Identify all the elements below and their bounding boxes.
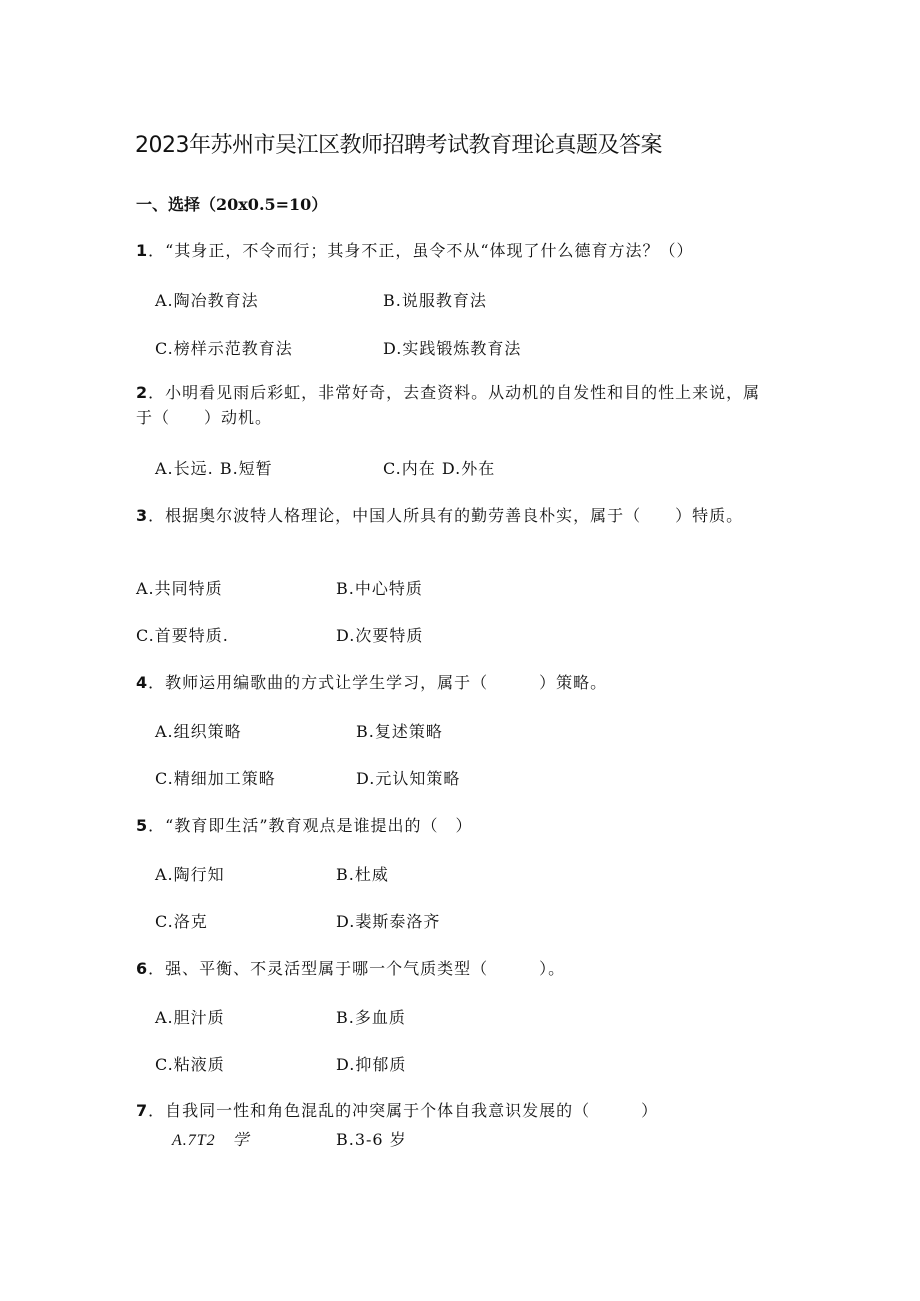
option-b: B.多血质 xyxy=(336,1008,406,1027)
question-5 xyxy=(136,813,473,838)
option-d: D.次要特质 xyxy=(336,626,424,645)
question-7 xyxy=(136,1098,658,1123)
question-2 xyxy=(136,380,761,430)
question-1 xyxy=(136,238,776,263)
question-number: 7 xyxy=(136,1101,149,1120)
option-b: B.杜威 xyxy=(336,865,389,884)
question-text: ．“其身正，不令而行；其身不正，虽令不从“体现了什么德育方法？（） xyxy=(148,241,694,260)
option-a: A.组织策略 xyxy=(155,722,242,741)
option-b: B.3-6 岁 xyxy=(336,1130,407,1149)
question-text: ．根据奥尔波特人格理论，中国人所具有的勤劳善良朴实，属于（ ）特质。 xyxy=(148,506,744,525)
option-cd: C.内在 D.外在 xyxy=(383,459,496,478)
document-title: 2023年苏州市吴江区教师招聘考试教育理论真题及答案 xyxy=(135,133,662,158)
question-text: ．小明看见雨后彩虹，非常好奇，去查资料。从动机的自发性和目的性上来说，属于（ ）动机。 xyxy=(136,383,761,427)
option-d: D.实践锻炼教育法 xyxy=(383,339,522,358)
question-4 xyxy=(136,670,607,695)
option-b: B.说服教育法 xyxy=(383,291,487,310)
option-a: A.胆汁质 xyxy=(155,1008,225,1027)
option-b: B.复述策略 xyxy=(356,722,443,741)
question-number: 3 xyxy=(136,506,149,525)
option-c: C.粘液质 xyxy=(155,1055,225,1074)
question-6 xyxy=(136,956,565,981)
option-ab: A.长远. B.短暂 xyxy=(155,459,273,478)
question-3 xyxy=(136,503,761,528)
option-d: D.抑郁质 xyxy=(336,1055,407,1074)
option-a: A.陶冶教育法 xyxy=(155,291,259,310)
question-text: ．教师运用编歌曲的方式让学生学习，属于（ ）策略。 xyxy=(148,673,608,692)
question-number: 1 xyxy=(136,241,149,260)
option-a: A.7T2 学 xyxy=(172,1132,250,1149)
question-number: 6 xyxy=(136,959,149,978)
question-number: 4 xyxy=(136,673,149,692)
option-c: C.洛克 xyxy=(155,912,208,931)
option-d: D.裴斯泰洛齐 xyxy=(336,912,441,931)
option-c: C.榜样示范教育法 xyxy=(155,339,293,358)
option-b: B.中心特质 xyxy=(336,579,423,598)
option-a: A.共同特质 xyxy=(136,579,223,598)
question-number: 2 xyxy=(136,383,149,402)
question-number: 5 xyxy=(136,816,149,835)
option-c: C.精细加工策略 xyxy=(155,769,276,788)
question-text: ．自我同一性和角色混乱的冲突属于个体自我意识发展的（ ） xyxy=(148,1101,659,1120)
section-heading: 一、选择（20x0.5=10） xyxy=(136,195,328,214)
option-d: D.元认知策略 xyxy=(356,769,461,788)
option-a: A.陶行知 xyxy=(155,865,225,884)
question-text: ．强、平衡、不灵活型属于哪一个气质类型（ ）。 xyxy=(148,959,566,978)
question-text: ．“教育即生活”教育观点是谁提出的（ ） xyxy=(148,816,473,835)
option-c: C.首要特质. xyxy=(136,626,229,645)
